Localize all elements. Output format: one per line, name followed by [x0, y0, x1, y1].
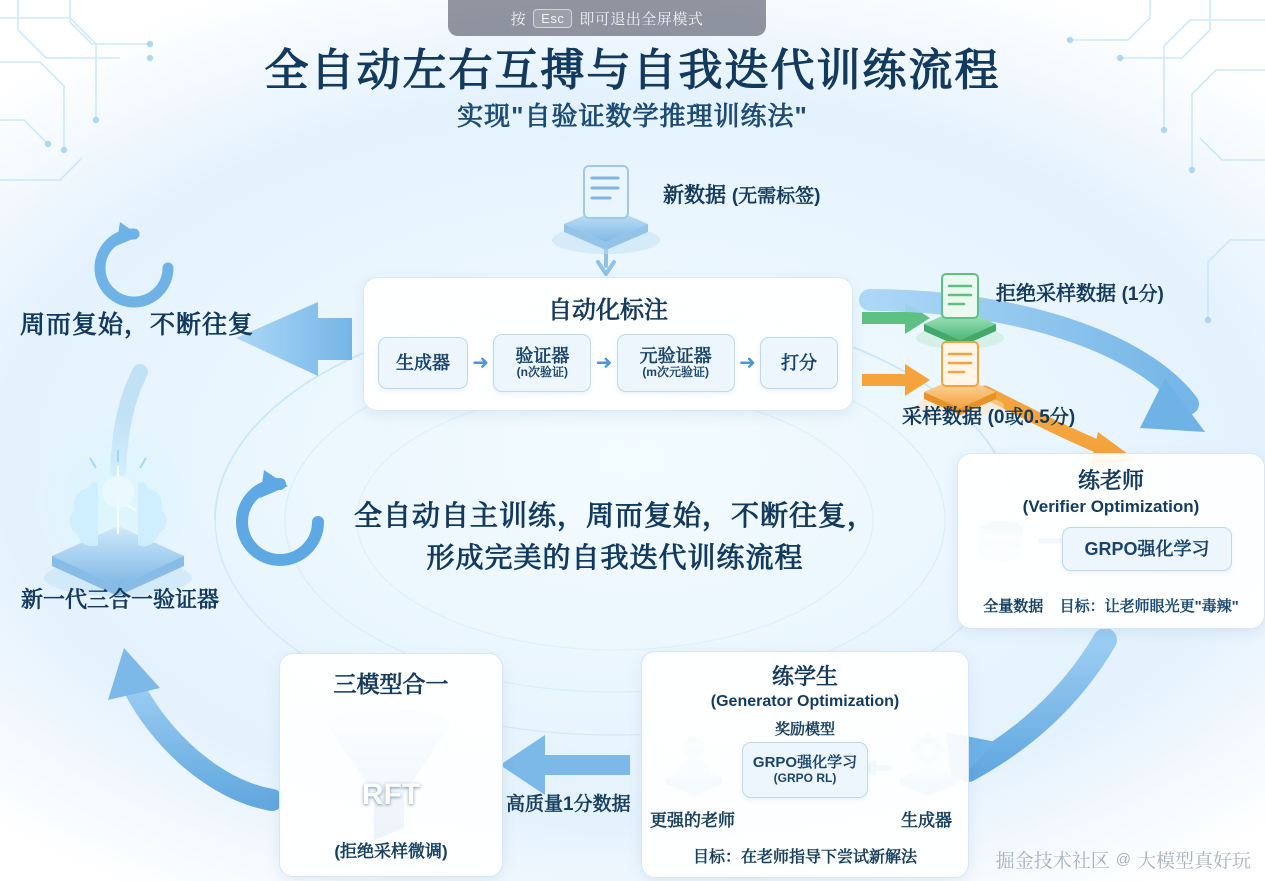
center-summary-line1: 全自动自主训练，周而复始，不断往复，	[353, 500, 876, 531]
fullscreen-hint-prefix: 按	[510, 10, 527, 28]
rft-card	[279, 653, 503, 877]
teacher-db-label: 全量数据	[983, 598, 1044, 615]
chip-meta-verifier[interactable]: 元验证器 (m次元验证)	[617, 334, 735, 392]
student-goal: 目标：在老师指导下尝试新解法	[692, 849, 917, 866]
reject-sample-label: 拒绝采样数据 (1分)	[996, 283, 1164, 305]
auto-labeling-title: 自动化标注	[548, 297, 668, 324]
high-quality-data-label: 高质量1分数据	[506, 794, 631, 815]
teacher-goal: 目标：让老师眼光更"毒辣"	[1059, 598, 1239, 615]
chip-generator[interactable]: 生成器	[378, 337, 468, 389]
auto-labeling-card	[363, 277, 853, 411]
arrow-icon-1: ➜	[472, 352, 490, 374]
arrow-icon-2: ➜	[595, 352, 613, 374]
chip-verifier[interactable]: 验证器 (n次验证)	[493, 334, 591, 392]
chip-teacher-grpo[interactable]: GRPO强化学习	[1062, 527, 1232, 571]
chip-student-grpo[interactable]: GRPO强化学习 (GRPO RL)	[742, 742, 868, 798]
rft-funnel-label: RFT	[361, 778, 421, 811]
center-summary-line2: 形成完美的自我迭代训练流程	[426, 542, 804, 573]
watermark	[996, 846, 1251, 873]
esc-key: Esc	[533, 9, 572, 28]
teacher-subtitle: (Verifier Optimization)	[1022, 497, 1200, 516]
sample-data-label: 采样数据 (0或0.5分)	[902, 406, 1076, 428]
arrow-rft-to-brain	[108, 648, 272, 800]
teacher-optimization-card	[957, 453, 1265, 629]
rft-footer: (拒绝采样微调)	[334, 842, 448, 861]
brain-verifier-icon	[32, 414, 204, 596]
new-data-label: 新数据 (无需标签)	[663, 184, 821, 207]
watermark-left: 掘金技术社区	[995, 851, 1110, 872]
page-subtitle: 实现"自验证数学推理训练法"	[457, 101, 808, 131]
center-summary-text	[350, 495, 880, 579]
brain-label: 新一代三合一验证器	[20, 587, 219, 612]
chip-scoring[interactable]: 打分	[760, 337, 838, 389]
reward-model-label: 奖励模型	[774, 721, 835, 738]
watermark-separator: @	[1115, 851, 1131, 868]
loop-left-label: 周而复始，不断往复	[20, 311, 255, 339]
page-title: 全自动左右互搏与自我迭代训练流程	[264, 46, 1001, 95]
arrow-icon-3: ➜	[738, 352, 756, 374]
teacher-footer	[958, 595, 1264, 616]
arrow-to-sample	[862, 364, 930, 396]
watermark-right: 大模型真好玩	[1136, 851, 1251, 872]
generator-label: 生成器	[901, 811, 952, 830]
refresh-icon-left	[100, 222, 168, 302]
student-title: 练学生	[771, 664, 838, 689]
rft-title: 三模型合一	[333, 671, 449, 697]
student-optimization-card	[641, 651, 969, 878]
fullscreen-hint	[448, 0, 766, 36]
student-subtitle: (Generator Optimization)	[710, 693, 900, 710]
teacher-title: 练老师	[1077, 468, 1144, 493]
fullscreen-hint-suffix: 即可退出全屏模式	[579, 10, 704, 28]
refresh-icon-center	[242, 470, 318, 560]
arrow-teacher-to-student	[946, 640, 1105, 786]
stronger-teacher-label: 更强的老师	[650, 811, 735, 830]
new-data-icon	[552, 166, 660, 254]
arrow-student-to-rft	[500, 735, 630, 795]
